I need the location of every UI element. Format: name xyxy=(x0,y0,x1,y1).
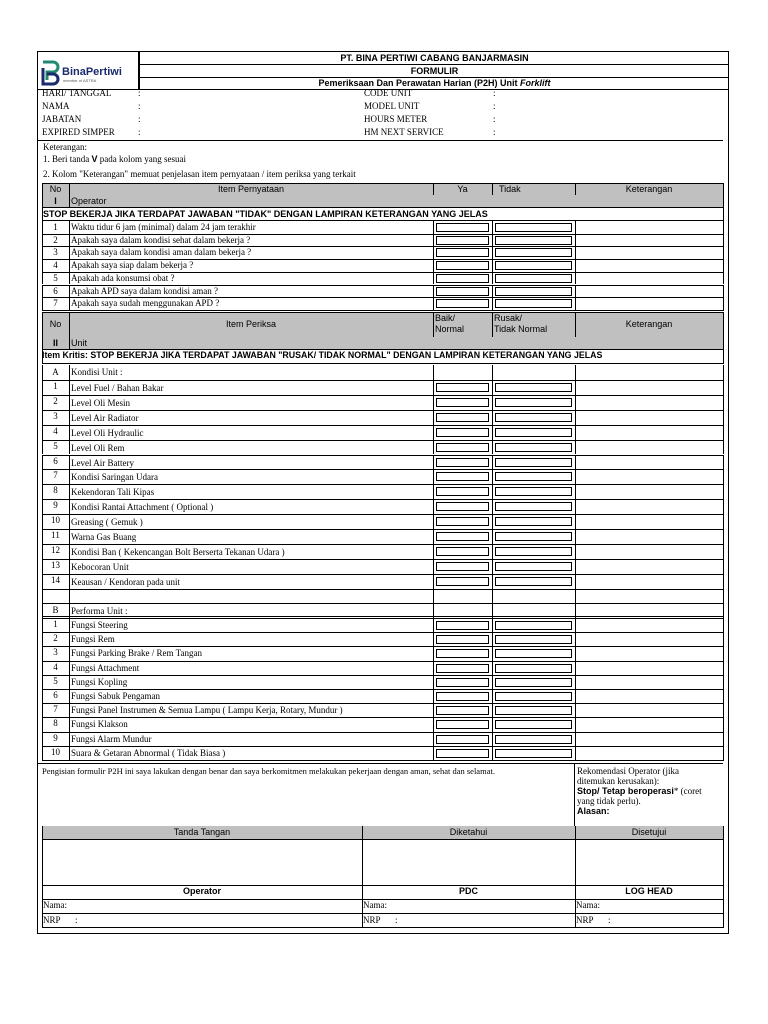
groupB-row-no: 4 xyxy=(53,661,58,672)
signature-role: Operator xyxy=(182,886,221,896)
info-label-right: HOURS METER xyxy=(364,114,428,124)
checkbox-baik[interactable] xyxy=(436,502,489,511)
checkbox-rusak[interactable] xyxy=(495,706,572,715)
checkbox-rusak[interactable] xyxy=(495,547,572,556)
groupA-row-no: 13 xyxy=(51,559,60,570)
info-label-left: JABATAN xyxy=(42,114,82,124)
checkbox-baik[interactable] xyxy=(436,678,489,687)
checkbox-baik[interactable] xyxy=(436,428,489,437)
groupB-row-no: 3 xyxy=(53,647,58,658)
groupB-row-no: 8 xyxy=(53,718,58,729)
groupB-row-no: 7 xyxy=(53,704,58,715)
checkbox-baik[interactable] xyxy=(436,577,489,586)
table1-row-no: 4 xyxy=(53,260,58,271)
table2-section-no: II xyxy=(52,338,58,348)
groupA-row-text: Keausan / Kendoran pada unit xyxy=(71,576,180,587)
recommendation-line2: ditemukan kerusakan): xyxy=(577,776,660,786)
table2-warning: Item Kritis: STOP BEKERJA JIKA TERDAPAT JAWABAN "RUSAK/ TIDAK NORMAL" DENGAN LAMPIRAN KETERANGAN YANG JELAS xyxy=(42,350,603,360)
table1-warning: STOP BEKERJA JIKA TERDAPAT JAWABAN "TIDAK" DENGAN LAMPIRAN KETERANGAN YANG JELAS xyxy=(43,209,488,219)
checkbox-ya[interactable] xyxy=(436,236,489,245)
checkbox-ya[interactable] xyxy=(436,223,489,232)
signature-header: Disetujui xyxy=(631,827,667,837)
table1-header-no: No xyxy=(49,184,62,194)
checkbox-baik[interactable] xyxy=(436,398,489,407)
table1-row-no: 2 xyxy=(53,234,58,245)
checkbox-baik[interactable] xyxy=(436,692,489,701)
table1-row-text: Waktu tidur 6 jam (minimal) dalam 24 jam terakhir xyxy=(71,222,256,232)
groupA-row-no: 5 xyxy=(53,440,58,451)
groupA-no: A xyxy=(52,367,59,377)
checkbox-rusak[interactable] xyxy=(495,749,572,758)
checkbox-rusak[interactable] xyxy=(495,517,572,526)
checkbox-baik[interactable] xyxy=(436,621,489,630)
info-colon: : xyxy=(138,88,141,98)
info-label-left: HARI/ TANGGAL xyxy=(42,88,112,98)
signature-name-label: Nama: xyxy=(363,900,387,910)
signature-nrp-label: NRP xyxy=(43,915,61,925)
groupA-row-text: Level Oli Rem xyxy=(71,442,125,453)
groupA-row-text: Level Oli Hydraulic xyxy=(71,427,144,438)
signature-area[interactable] xyxy=(44,841,360,883)
table1-header-keterangan: Keterangan xyxy=(625,184,673,194)
checkbox-ya[interactable] xyxy=(436,299,489,308)
checkbox-ya[interactable] xyxy=(436,274,489,283)
signature-nrp-label: NRP xyxy=(576,915,594,925)
table1-header-tidak: Tidak xyxy=(499,184,521,194)
checkbox-tidak[interactable] xyxy=(495,299,572,308)
checkbox-baik[interactable] xyxy=(436,413,489,422)
form-subtitle: Pemeriksaan Dan Perawatan Harian (P2H) Unit Forklift xyxy=(139,77,729,89)
table2-header-rusak: Rusak/ xyxy=(494,313,523,323)
info-label-left: NAMA xyxy=(42,101,70,111)
binapertiwi-logo-icon xyxy=(40,60,60,86)
notes-title: Keterangan: xyxy=(43,142,87,152)
info-colon: : xyxy=(493,114,496,124)
recommendation-reason: Alasan: xyxy=(577,806,610,816)
info-colon: : xyxy=(138,127,141,137)
checkbox-baik[interactable] xyxy=(436,517,489,526)
logo-subtext: member of ASTRA xyxy=(63,78,97,83)
table2-section-label: Unit xyxy=(71,338,88,348)
table2-header-baik: Baik/ xyxy=(435,313,456,323)
table1-row-text: Apakah ada konsumsi obat ? xyxy=(71,272,175,283)
info-colon: : xyxy=(138,114,141,124)
checkbox-baik[interactable] xyxy=(436,547,489,556)
checkbox-baik[interactable] xyxy=(436,487,489,496)
company-logo xyxy=(40,60,136,86)
groupA-row-text: Warna Gas Buang xyxy=(71,532,137,542)
commitment-text: Pengisian formulir P2H ini saya lakukan dengan benar dan saya berkomitmen melakukan pekerjaan dengan aman, sehat dan selamat. xyxy=(42,766,495,776)
signature-name-label: Nama: xyxy=(43,900,67,910)
checkbox-rusak[interactable] xyxy=(495,562,572,571)
groupB-row-no: 6 xyxy=(53,690,58,700)
checkbox-rusak[interactable] xyxy=(495,664,572,673)
form-title: FORMULIR xyxy=(139,65,729,77)
signature-role: LOG HEAD xyxy=(625,886,673,896)
info-colon: : xyxy=(493,101,496,111)
recommendation-line1: Rekomendasi Operator (jika xyxy=(577,766,679,776)
checkbox-rusak[interactable] xyxy=(495,443,572,452)
groupA-row-text: Kebocoran Unit xyxy=(71,561,129,572)
checkbox-ya[interactable] xyxy=(436,287,489,296)
checkbox-rusak[interactable] xyxy=(495,692,572,701)
groupA-row-no: 8 xyxy=(53,485,58,496)
checkbox-baik[interactable] xyxy=(436,664,489,673)
signature-nrp-colon: : xyxy=(75,915,78,925)
signature-name-label: Nama: xyxy=(576,900,600,910)
checkbox-baik[interactable] xyxy=(436,383,489,392)
groupB-row-no: 1 xyxy=(53,619,58,629)
groupA-row-text: Kondisi Ban ( Kekencangan Bolt Berserta Tekanan Udara ) xyxy=(71,546,285,557)
groupA-label: Kondisi Unit : xyxy=(71,367,123,377)
groupA-row-text: Kondisi Rantai Attachment ( Optional ) xyxy=(71,502,214,513)
groupB-row-no: 10 xyxy=(51,746,60,757)
table1-row-text: Apakah saya sudah menggunakan APD ? xyxy=(71,298,220,309)
table1-row-no: 6 xyxy=(53,285,58,296)
signature-nrp-colon: : xyxy=(608,915,611,925)
checkbox-rusak[interactable] xyxy=(495,735,572,744)
groupA-row-no: 6 xyxy=(53,455,58,466)
checkbox-baik[interactable] xyxy=(436,458,489,467)
company-name: PT. BINA PERTIWI CABANG BANJARMASIN xyxy=(139,52,729,65)
signature-area[interactable] xyxy=(577,841,721,883)
groupA-row-no: 2 xyxy=(53,395,58,406)
notes-line2: 2. Kolom "Keterangan" memuat penjelasan item pernyataan / item periksa yang terkait xyxy=(43,169,356,179)
checkbox-tidak[interactable] xyxy=(495,236,572,245)
signature-nrp-colon: : xyxy=(395,915,398,925)
groupA-row-no: 10 xyxy=(51,515,60,526)
logo-text: BinaPertiwi xyxy=(62,66,122,78)
checkbox-rusak[interactable] xyxy=(495,720,572,729)
groupB-row-no: 9 xyxy=(53,732,58,743)
groupA-row-no: 4 xyxy=(53,425,58,436)
groupA-row-text: Level Fuel / Bahan Bakar xyxy=(71,383,164,393)
groupB-row-text: Fungsi Sabuk Pengaman xyxy=(71,691,160,701)
table1-row-no: 3 xyxy=(53,247,58,258)
signature-header: Diketahui xyxy=(449,827,488,837)
checkbox-baik[interactable] xyxy=(436,749,489,758)
checkbox-baik[interactable] xyxy=(436,720,489,729)
checkbox-ya[interactable] xyxy=(436,248,489,257)
info-label-right: HM NEXT SERVICE xyxy=(364,127,444,137)
checkbox-rusak[interactable] xyxy=(495,532,572,541)
table2-header-normal: Normal xyxy=(435,324,465,334)
groupA-row-text: Level Air Radiator xyxy=(71,412,139,423)
groupB-row-text: Fungsi Alarm Mundur xyxy=(71,733,152,744)
checkbox-rusak[interactable] xyxy=(495,678,572,687)
groupB-row-text: Suara & Getaran Abnormal ( Tidak Biasa ) xyxy=(71,747,226,758)
checkbox-rusak[interactable] xyxy=(495,383,572,392)
groupB-row-no: 2 xyxy=(53,633,58,644)
groupA-row-text: Level Air Battery xyxy=(71,457,134,468)
checkbox-ya[interactable] xyxy=(436,261,489,270)
checkbox-rusak[interactable] xyxy=(495,649,572,658)
groupB-row-text: Fungsi Steering xyxy=(71,620,128,630)
groupA-row-text: Level Oli Mesin xyxy=(71,397,130,408)
checkbox-baik[interactable] xyxy=(436,635,489,644)
groupA-row-no: 12 xyxy=(51,544,60,555)
table1-row-no: 5 xyxy=(53,272,58,283)
info-label-right: CODE UNIT xyxy=(364,88,413,98)
info-label-right: MODEL UNIT xyxy=(364,101,420,111)
table1-section-no: I xyxy=(54,196,57,206)
checkbox-baik[interactable] xyxy=(436,472,489,481)
checkbox-baik[interactable] xyxy=(436,562,489,571)
signature-nrp-label: NRP xyxy=(363,915,381,925)
info-colon: : xyxy=(138,101,141,111)
checkbox-rusak[interactable] xyxy=(495,577,572,586)
checkbox-rusak[interactable] xyxy=(495,502,572,511)
checkbox-baik[interactable] xyxy=(436,649,489,658)
table1-row-no: 1 xyxy=(53,222,58,232)
signature-area[interactable] xyxy=(364,841,573,883)
groupA-row-text: Kekendoran Tali Kipas xyxy=(71,487,155,498)
groupA-row-no: 7 xyxy=(53,470,58,481)
checkbox-tidak[interactable] xyxy=(495,248,572,257)
groupA-row-text: Greasing ( Gemuk ) xyxy=(71,517,143,528)
groupB-row-text: Fungsi Attachment xyxy=(71,662,140,673)
recommendation-line3: Stop/ Tetap beroperasi* (coret xyxy=(577,786,702,796)
groupA-row-no: 3 xyxy=(53,410,58,421)
info-colon: : xyxy=(493,127,496,137)
checkbox-rusak[interactable] xyxy=(495,398,572,407)
signature-header: Tanda Tangan xyxy=(173,827,231,837)
groupB-row-text: Fungsi Klakson xyxy=(71,719,128,730)
groupB-label: Performa Unit : xyxy=(71,606,128,616)
groupA-row-no: 9 xyxy=(53,500,58,511)
table2-header-no: No xyxy=(49,319,62,329)
groupB-row-text: Fungsi Rem xyxy=(71,634,115,645)
checkbox-baik[interactable] xyxy=(436,706,489,715)
checkbox-baik[interactable] xyxy=(436,735,489,744)
table1-row-text: Apakah saya siap dalam bekerja ? xyxy=(71,260,194,271)
groupB-row-no: 5 xyxy=(53,675,58,686)
recommendation-line4: yang tidak perlu). xyxy=(577,796,641,806)
table1-row-text: Apakah APD saya dalam kondisi aman ? xyxy=(71,285,218,296)
checkbox-rusak[interactable] xyxy=(495,635,572,644)
checkbox-baik[interactable] xyxy=(436,532,489,541)
signature-role: PDC xyxy=(458,886,478,896)
table1-row-text: Apakah saya dalam kondisi sehat dalam bekerja ? xyxy=(71,234,251,245)
info-label-left: EXPIRED SIMPER xyxy=(42,127,115,137)
groupB-no: B xyxy=(52,605,59,615)
table1-row-no: 7 xyxy=(53,298,58,309)
checkbox-rusak[interactable] xyxy=(495,621,572,630)
checkbox-baik[interactable] xyxy=(436,443,489,452)
groupB-row-text: Fungsi Parking Brake / Rem Tangan xyxy=(71,648,202,659)
info-colon: : xyxy=(493,88,496,98)
checkbox-rusak[interactable] xyxy=(495,487,572,496)
checkbox-rusak[interactable] xyxy=(495,458,572,467)
table1-header-item: Item Pernyataan xyxy=(217,184,285,194)
groupB-row-text: Fungsi Kopling xyxy=(71,676,128,687)
checkbox-tidak[interactable] xyxy=(495,287,572,296)
groupA-row-text: Kondisi Saringan Udara xyxy=(71,472,158,483)
checkbox-tidak[interactable] xyxy=(495,261,572,270)
notes-line1: 1. Beri tanda V pada kolom yang sesuai xyxy=(43,154,186,164)
groupA-row-no: 1 xyxy=(53,381,58,391)
groupA-row-no: 11 xyxy=(51,530,60,540)
table2-header-tidak-normal: Tidak Normal xyxy=(494,324,548,334)
groupB-row-text: Fungsi Panel Instrumen & Semua Lampu ( Lampu Kerja, Rotary, Mundur ) xyxy=(71,705,343,716)
groupA-row-no: 14 xyxy=(51,574,60,585)
checkbox-tidak[interactable] xyxy=(495,274,572,283)
table1-row-text: Apakah saya dalam kondisi aman dalam bekerja ? xyxy=(71,247,252,258)
table2-header-item: Item Periksa xyxy=(225,319,276,329)
table2-header-keterangan: Keterangan xyxy=(625,319,673,329)
checkbox-rusak[interactable] xyxy=(495,472,572,481)
checkbox-rusak[interactable] xyxy=(495,413,572,422)
table1-section-label: Operator xyxy=(71,196,107,206)
checkbox-rusak[interactable] xyxy=(495,428,572,437)
checkbox-tidak[interactable] xyxy=(495,223,572,232)
table1-header-ya: Ya xyxy=(457,184,468,194)
